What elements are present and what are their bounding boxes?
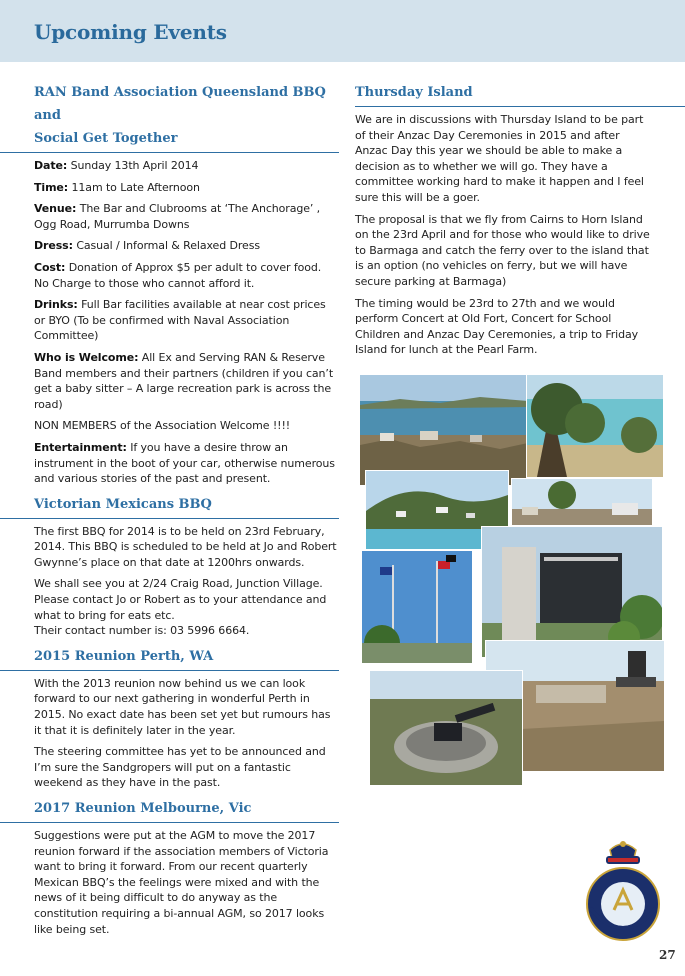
paragraph: The first BBQ for 2014 is to be held on 23rd February, 2014. This BBQ is scheduled to be held at Jo and Robert Gwynne’s place on that date at 1200hrs onwards. [34,524,337,569]
cost-value: Donation of Approx $5 per adult to cover food. No Charge to those who cannot afford it. [34,260,322,290]
section-perth-reunion [34,645,339,791]
association-badge-icon [584,838,662,950]
paragraph: Suggestions were put at the AGM to move the 2017 reunion forward if the association members of Victoria want to bring it forward. From our recent quarterly Mexican BBQ’s the feelings were mixed and with the news of it being difficult to do anyway as the constitution requiring a bi-annual AGM, so 2017 looks like being set. [34,829,329,936]
page-number: 27 [659,948,676,962]
date-label: Date: [34,159,68,172]
paragraph [34,576,339,623]
photo-collage [359,374,664,786]
address-text: We shall see you at 2/24 Craig Road, Junction Village. Please contact Jo or Robert as to your attendance and what to bring for eats etc. [34,577,327,622]
section-rule [0,822,339,823]
heading-line-2: Social Get Together [34,131,178,146]
paragraph: The timing would be 23rd to 27th and we would perform Concert at Old Fort, Concert for School Children and Anzac Day Ceremonies, a trip to Friday Island for lunch at the Pearl Farm. [355,296,639,357]
section-rule [0,152,339,153]
non-members-line: NON MEMBERS of the Association Welcome !!!! [34,419,291,433]
who-line [34,350,339,412]
paragraph: We are in discussions with Thursday Island to be part of their Anzac Day Ceremonies in 2015 and after Anzac Day this year we should be able to make a decision as to whether we will go. They have a committee working hard to make it happen and I feel sure this will be a goer. [355,113,644,204]
dress-value: Casual / Informal & Relaxed Dress [72,239,260,253]
venue-line [34,201,339,232]
drinks-label: Drinks: [34,298,78,312]
paragraph: The proposal is that we fly from Cairns to Horn Island on the 23rd April and for those who would like to drive to Barmaga and catch the ferry over to the island that is an option (no vehicles on ferry, but we will have secure parking at Barmaga) [355,212,650,288]
date-value: Sunday 13th April 2014 [67,159,199,172]
venue-value: The Bar and Clubrooms at ‘The Anchorage’ , Ogg Road, Murrumba Downs [34,202,321,231]
photo-cannon-emplacement [369,670,523,786]
entertainment-line [34,440,339,487]
time-line [34,180,339,196]
entertainment-value: If you have a desire throw an instrument in the boot of your car, otherwise numerous and various stories of the past and present. [34,440,335,486]
section-rule [0,518,339,519]
photo-street-cars [511,478,653,526]
section-heading [34,81,339,150]
heading-line-1: RAN Band Association Queensland BBQ and [34,85,326,123]
section-melbourne-reunion [34,797,339,937]
drinks-line [34,297,339,344]
header-banner [0,0,685,62]
section-heading: 2017 Reunion Melbourne, Vic [34,801,252,816]
venue-label: Venue: [34,202,77,216]
contact-number: Their contact number is: 03 5996 6664. [34,624,250,638]
drinks-value: Full Bar facilities available at near cost prices or BYO (To be confirmed with Naval Association Committee) [34,298,326,343]
paragraph: The steering committee has yet to be announced and I’m sure the Sandgropers will put on a fantastic weekend as they have in the past. [34,745,326,790]
cost-label: Cost: [34,260,66,274]
photo-tree-beach [526,374,664,478]
photo-flagpoles [361,550,473,664]
section-heading: Thursday Island [355,85,473,100]
time-value: 11am to Late Afternoon [68,180,200,194]
section-qld-bbq [34,81,339,487]
dress-label: Dress: [34,239,73,253]
section-heading: Victorian Mexicans BBQ [34,496,212,512]
section-victorian-bbq [34,493,339,639]
section-thursday-island [355,81,655,358]
section-rule [0,670,339,671]
section-rule [355,106,685,107]
who-label: Who is Welcome: [34,350,139,364]
date-line [34,158,339,174]
page-title: Upcoming Events [34,20,227,44]
time-label: Time: [34,180,69,194]
dress-line [34,238,339,254]
left-column [34,81,339,943]
who-value: All Ex and Serving RAN & Reserve Band members and their partners (children if you can’t get a baby sitter – A large recreation park is across the road) [34,350,334,411]
paragraph: With the 2013 reunion now behind us we can look forward to our next gathering in wonderful Perth in 2015. No exact date has been set yet but rumours has it that it is definitely later in the year. [34,676,331,737]
entertainment-label: Entertainment: [34,440,127,454]
right-column [355,81,655,364]
cost-line [34,260,339,291]
photo-memorial-wall [481,526,663,658]
section-heading: 2015 Reunion Perth, WA [34,648,214,664]
